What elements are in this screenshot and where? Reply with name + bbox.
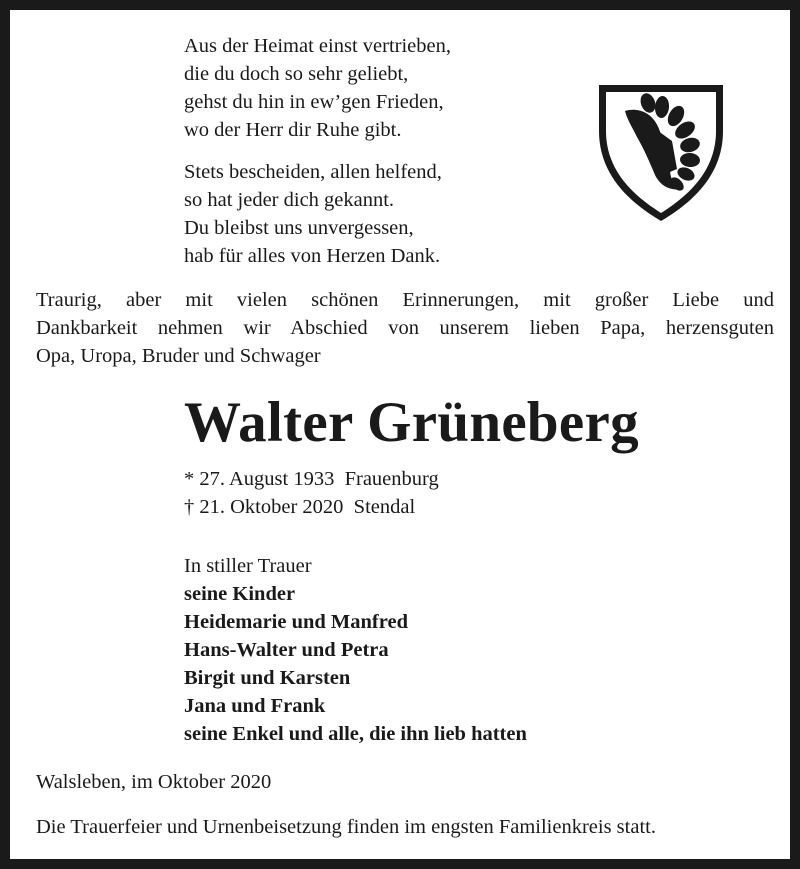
poem-line: so hat jeder dich gekannt. xyxy=(184,189,395,211)
ceremony-note: Die Trauerfeier und Urnenbeisetzung finden im engsten Familienkreis statt. xyxy=(36,816,656,838)
poem-line: Du bleibst uns unvergessen, xyxy=(184,217,414,239)
death-date: † 21. Oktober 2020 Stendal xyxy=(184,496,416,518)
intro-line: Dankbarkeit nehmen wir Abschied von unserem lieben Papa, herzensguten xyxy=(36,317,774,339)
elk-antler-shield-icon xyxy=(597,83,725,223)
mourner-line: Birgit und Karsten xyxy=(184,667,351,689)
intro-paragraph xyxy=(36,286,774,370)
poem-line: die du doch so sehr geliebt, xyxy=(184,63,409,85)
place-date: Walsleben, im Oktober 2020 xyxy=(36,771,272,793)
mourners-list xyxy=(184,552,527,748)
birth-date: * 27. August 1933 Frauenburg xyxy=(184,468,439,490)
poem-stanza-2 xyxy=(184,158,544,270)
intro-line: Traurig, aber mit vielen schönen Erinnerungen, mit großer Liebe und xyxy=(36,289,774,311)
mourner-line: Hans-Walter und Petra xyxy=(184,639,389,661)
mourner-line: seine Enkel und alle, die ihn lieb hatten xyxy=(184,723,527,745)
poem-line: hab für alles von Herzen Dank. xyxy=(184,245,441,267)
poem-line: wo der Herr dir Ruhe gibt. xyxy=(184,119,402,141)
life-dates xyxy=(184,465,439,521)
intro-line: Opa, Uropa, Bruder und Schwager xyxy=(36,345,321,367)
mourner-line: Heidemarie und Manfred xyxy=(184,611,408,633)
mourner-line: seine Kinder xyxy=(184,583,296,605)
poem-line: gehst du hin in ew’gen Frieden, xyxy=(184,91,444,113)
poem-stanza-1 xyxy=(184,32,544,144)
poem-line: Aus der Heimat einst vertrieben, xyxy=(184,35,451,57)
deceased-name: Walter Grüneberg xyxy=(184,391,639,454)
mourners-heading: In stiller Trauer xyxy=(184,555,312,577)
poem-line: Stets bescheiden, allen helfend, xyxy=(184,161,442,183)
mourner-line: Jana und Frank xyxy=(184,695,326,717)
